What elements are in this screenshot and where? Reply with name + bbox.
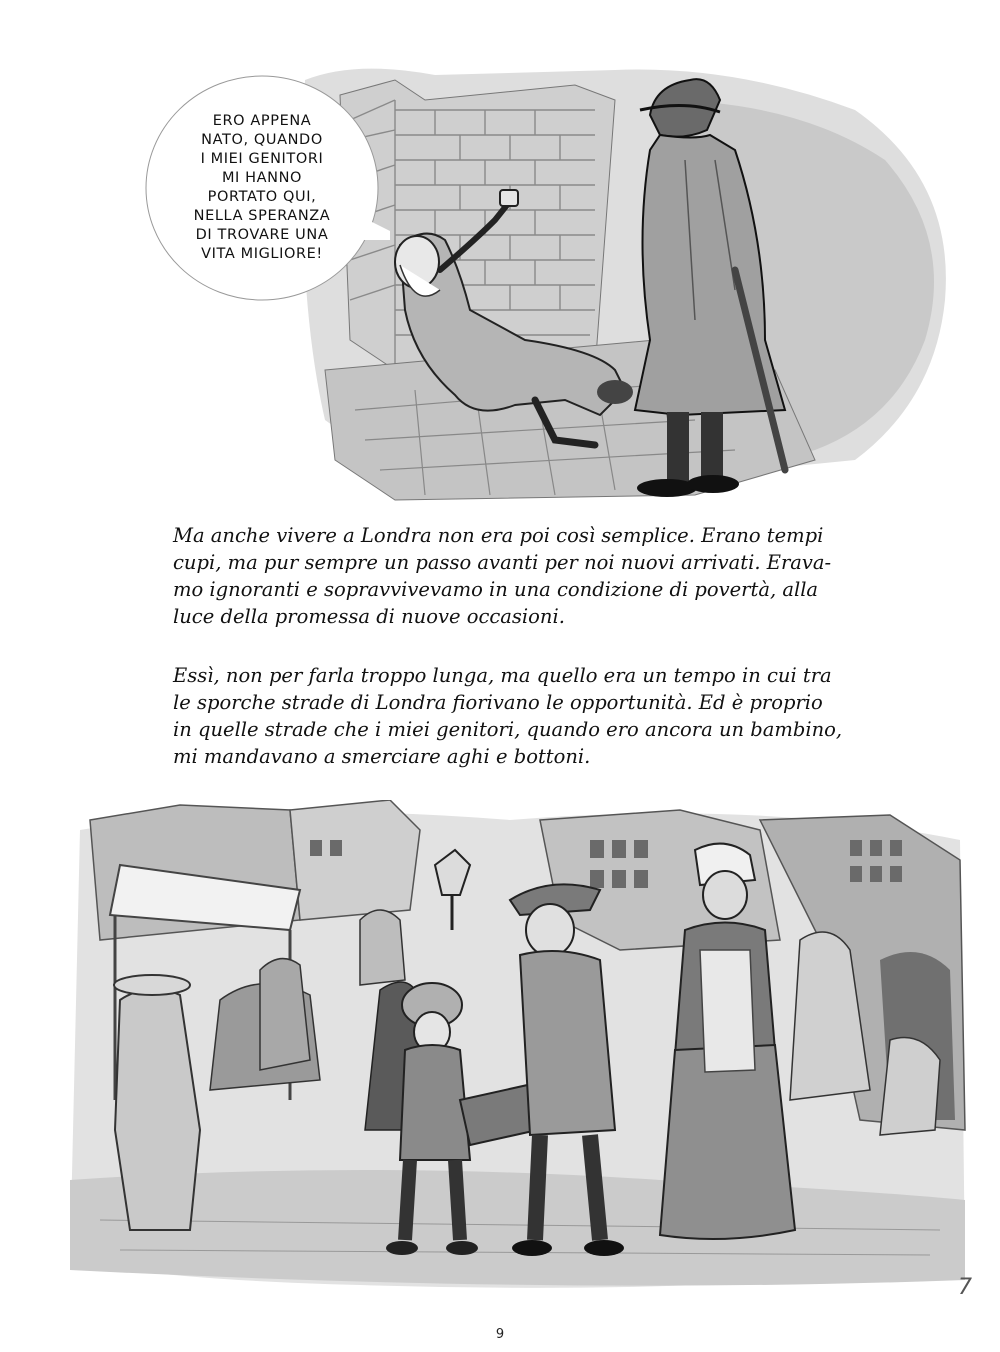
speech-line: PORTATO QUI, <box>207 189 317 205</box>
speech-line: DI TROVARE UNA <box>195 227 329 243</box>
speech-line: I MIEI GENITORI <box>200 151 324 167</box>
speech-bubble <box>148 78 376 298</box>
narration-paragraph-1 <box>173 522 873 630</box>
narration-paragraph-2 <box>173 662 873 770</box>
panel-london-street-market <box>60 800 975 1300</box>
narration-line: Essì, non per farla troppo lunga, ma quello era un tempo in cui tra <box>173 664 832 687</box>
narration-line: in quelle strade che i miei genitori, quando ero ancora un bambino, <box>173 718 843 741</box>
speech-line: NELLA SPERANZA <box>193 208 331 224</box>
narration-line: le sporche strade di Londra fiorivano le opportunità. Ed è proprio <box>173 691 823 714</box>
narration-line: mi mandavano a smerciare aghi e bottoni. <box>173 745 591 768</box>
speech-line: ERO APPENA <box>212 113 312 129</box>
narration-line: mo ignoranti e sopravvivevamo in una condizione di povertà, alla <box>173 578 819 601</box>
narration-line: Ma anche vivere a Londra non era poi così semplice. Erano tempi <box>173 524 824 547</box>
speech-line: VITA MIGLIORE! <box>201 246 323 262</box>
page-number-center: 9 <box>495 1327 505 1342</box>
narration-line: luce della promessa di nuove occasioni. <box>173 605 565 628</box>
speech-line: MI HANNO <box>221 170 303 186</box>
narration-line: cupi, ma pur sempre un passo avanti per noi nuovi arrivati. Erava- <box>173 551 832 574</box>
page-number-corner: 7 <box>958 1275 972 1300</box>
speech-text <box>167 112 357 264</box>
speech-line: NATO, QUANDO <box>201 132 323 148</box>
